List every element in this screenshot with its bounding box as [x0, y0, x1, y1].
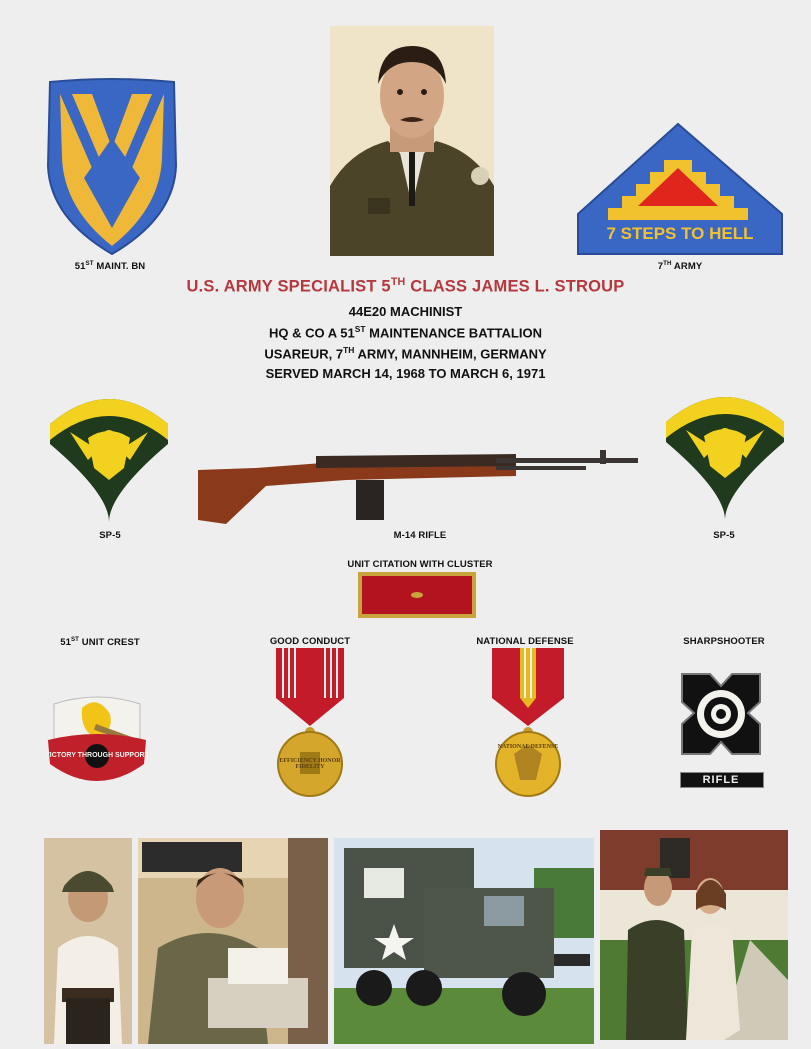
soldier-helmet-photo: [44, 838, 132, 1044]
m14-rifle: [196, 440, 640, 526]
good-conduct-medal: [272, 648, 348, 798]
sharpshooter-badge: [676, 668, 766, 760]
mos-line: 44E20 MACHINIST: [348, 304, 463, 319]
national-defense-caption: NATIONAL DEFENSE: [476, 636, 574, 647]
sp5-right-caption: SP-5: [713, 530, 735, 541]
portrait-photo: [330, 26, 494, 256]
left-patch-caption: 51ST MAINT. BN: [74, 260, 146, 273]
rifle-caption: M-14 RIFLE: [393, 530, 447, 541]
sharpshooter-caption: SHARPSHOOTER: [683, 636, 765, 647]
crest-motto: VICTORY THROUGH SUPPORT: [45, 752, 149, 759]
good-conduct-medal-text: EFFICIENCY HONOR FIDELITY: [279, 758, 341, 770]
unit-line: HQ & CO A 51ST MAINTENANCE BATTALION: [269, 324, 542, 341]
sp5-insignia-right: [664, 382, 786, 522]
service-dates-line: SERVED MARCH 14, 1968 TO MARCH 6, 1971: [265, 366, 546, 381]
crest-caption: 51ST UNIT CREST: [60, 636, 140, 649]
army-truck-photo: [334, 838, 594, 1044]
sp5-left-caption: SP-5: [99, 530, 121, 541]
national-defense-medal: [490, 648, 566, 798]
typewriter-photo: [138, 838, 328, 1044]
couple-photo: [600, 830, 788, 1040]
unit-crest: [44, 694, 150, 798]
page-title: U.S. ARMY SPECIALIST 5TH CLASS JAMES L. STROUP: [186, 276, 625, 296]
location-line: USAREUR, 7TH ARMY, MANNHEIM, GERMANY: [264, 345, 547, 362]
national-defense-medal-text: NATIONAL DEFENSE: [497, 744, 559, 750]
good-conduct-caption: GOOD CONDUCT: [269, 636, 351, 647]
citation-caption: UNIT CITATION WITH CLUSTER: [347, 559, 493, 570]
sp5-insignia-left: [48, 384, 170, 524]
51st-maint-bn-patch: [44, 78, 180, 256]
right-patch-caption: 7TH ARMY: [657, 260, 703, 273]
7th-army-patch-text: 7 STEPS TO HELL: [606, 224, 754, 243]
sharpshooter-rifle-text: RIFLE: [702, 774, 740, 786]
unit-citation-ribbon: [358, 572, 476, 618]
